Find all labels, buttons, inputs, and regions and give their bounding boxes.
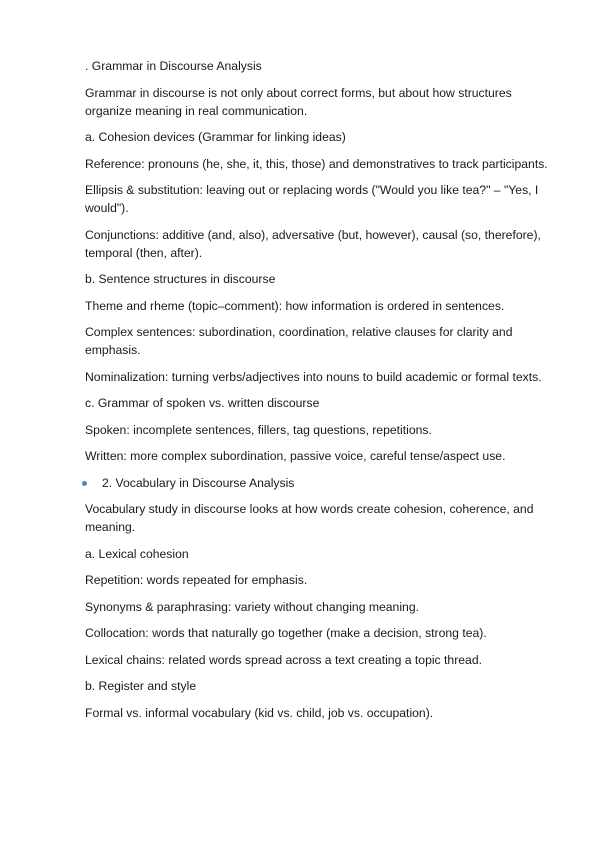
paragraph-repetition: Repetition: words repeated for emphasis.	[85, 573, 308, 587]
section-heading-grammar: . Grammar in Discourse Analysis	[85, 59, 262, 73]
paragraph-formal-informal: Formal vs. informal vocabulary (kid vs. child, job vs. occupation).	[85, 705, 434, 720]
paragraph-synonyms: Synonyms & paraphrasing: variety without changing meaning.	[85, 599, 419, 614]
paragraph-nominalization: Nominalization: turning verbs/adjectives into nouns to build academic or formal texts.	[85, 369, 542, 384]
paragraph-complex-sentences: Complex sentences: subordination, coordination, relative clauses for clarity and emphasis.	[85, 325, 513, 357]
paragraph-lexical-chains: Lexical chains: related words spread across a text creating a topic thread.	[85, 652, 482, 667]
paragraph-collocation: Collocation: words that naturally go together (make a decision, strong tea).	[85, 626, 487, 640]
document-page	[85, 57, 555, 730]
paragraph-grammar-intro: Grammar in discourse is not only about correct forms, but about how structures organize meaning in real communication.	[85, 85, 512, 118]
paragraph-vocabulary-intro: Vocabulary study in discourse looks at how words create cohesion, coherence, and meaning.	[85, 502, 534, 534]
bullet-item-vocabulary	[85, 474, 555, 492]
paragraph-written: Written: more complex subordination, passive voice, careful tense/aspect use.	[85, 449, 506, 463]
paragraph-theme-rheme: Theme and rheme (topic–comment): how information is ordered in sentences.	[85, 298, 505, 313]
subheading-sentence-structures: b. Sentence structures in discourse	[85, 272, 276, 286]
subheading-cohesion-devices: a. Cohesion devices (Grammar for linking ideas)	[85, 130, 346, 144]
paragraph-reference: Reference: pronouns (he, she, it, this, those) and demonstratives to track participants.	[85, 156, 548, 171]
paragraph-conjunctions: Conjunctions: additive (and, also), adversative (but, however), causal (so, therefore), temporal (then, after).	[85, 227, 541, 260]
paragraph-ellipsis: Ellipsis & substitution: leaving out or replacing words ("Would you like tea?" – "Yes, I would").	[85, 183, 539, 215]
subheading-spoken-written: c. Grammar of spoken vs. written discourse	[85, 396, 320, 410]
subheading-register-style: b. Register and style	[85, 679, 197, 693]
paragraph-spoken: Spoken: incomplete sentences, fillers, tag questions, repetitions.	[85, 422, 432, 437]
bullet-dot-icon	[82, 481, 87, 486]
section-heading-vocabulary: 2. Vocabulary in Discourse Analysis	[102, 475, 295, 490]
subheading-lexical-cohesion: a. Lexical cohesion	[85, 546, 189, 561]
